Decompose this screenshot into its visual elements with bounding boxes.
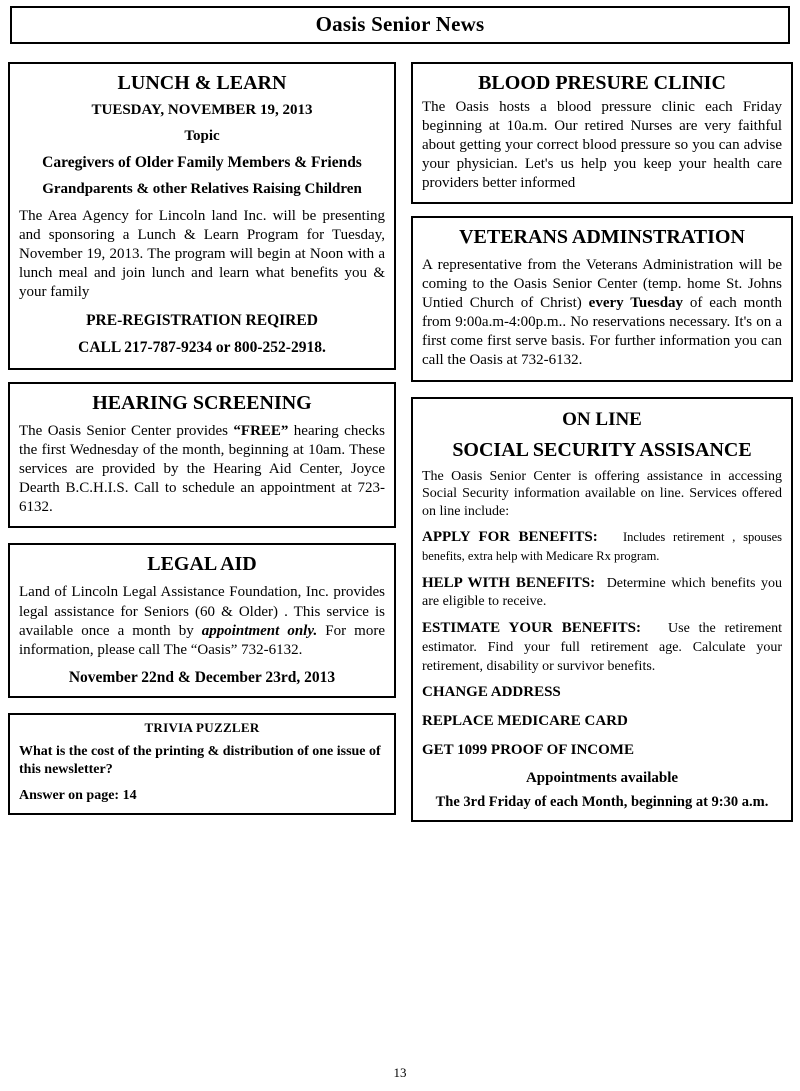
social-security-item-label: ESTIMATE YOUR BENEFITS:	[422, 620, 641, 637]
lunch-learn-date: TUESDAY, NOVEMBER 19, 2013	[91, 102, 313, 118]
section-hearing-screening	[8, 382, 396, 528]
page-number: 13	[393, 1065, 407, 1080]
hearing-body-part2: hearing checks the first Wednesday of the month, beginning at 10am. These services are provided by the Hearing Aid Center, Joyce Dearth B.C.H.I.S. Call to schedule an appointment at 723-6132.	[19, 423, 385, 516]
left-column	[8, 62, 396, 815]
lunch-learn-topic-line1: Caregivers of Older Family Members & Friends	[42, 154, 362, 171]
hearing-body	[19, 422, 385, 517]
veterans-body-emphasis: every Tuesday	[588, 295, 684, 312]
blood-pressure-body: The Oasis hosts a blood pressure clinic each Friday beginning at 10a.m. Our retired Nurses are very faithful about getting your correct blood pressure so you can advise your physician. Let's us help you keep your health care providers better informed	[422, 99, 782, 192]
veterans-body	[422, 256, 782, 370]
social-security-item-label: GET 1099 PROOF OF INCOME	[422, 741, 634, 758]
legal-aid-body-part2: For more information, please call The “Oasis” 732-6132.	[19, 622, 385, 658]
page-header	[10, 6, 790, 44]
lunch-learn-body: The Area Agency for Lincoln land Inc. will be presenting and sponsoring a Lunch & Learn Program for Tuesday, November 19, 2013. The program will begin at Noon with a lunch meal and join lunch and learn what benefits you & your family	[19, 208, 385, 301]
page-title: Oasis Senior News	[315, 12, 485, 36]
social-security-schedule-line: The 3rd Friday of each Month, beginning at 9:30 a.m.	[435, 793, 769, 810]
social-security-item-text: Use the retirement estimator. Find your full retirement age. Calculate your retirement, disability or survivor benefits.	[422, 621, 782, 674]
section-veterans-administration	[411, 216, 793, 381]
legal-aid-body	[19, 583, 385, 659]
legal-aid-dates: November 22nd & December 23rd, 2013	[68, 668, 336, 686]
lunch-learn-call-line: CALL 217-787-9234 or 800-252-2918.	[78, 339, 326, 357]
social-security-item-label: APPLY FOR BENEFITS:	[422, 529, 598, 546]
legal-aid-body-emphasis: appointment only.	[201, 622, 318, 639]
section-trivia-puzzler	[8, 713, 396, 815]
section-social-security-assistance	[411, 397, 793, 822]
social-security-item-text: Determine which benefits you are eligible to receive.	[422, 575, 782, 610]
social-security-item-apply	[422, 528, 782, 566]
social-security-item-replace-medicare	[422, 712, 782, 731]
section-lunch-and-learn	[8, 62, 396, 370]
lunch-learn-topic-line2: Grandparents & other Relatives Raising Children	[42, 181, 362, 197]
social-security-item-text: Includes retirement , spouses benefits, extra help with Medicare Rx program.	[422, 530, 782, 563]
social-security-item-help	[422, 574, 782, 612]
hearing-title: HEARING SCREENING	[92, 392, 312, 415]
social-security-item-label: REPLACE MEDICARE CARD	[422, 713, 628, 730]
hearing-body-emphasis: “FREE”	[233, 423, 289, 440]
lunch-learn-title: LUNCH & LEARN	[117, 72, 287, 94]
veterans-title: VETERANS ADMINSTRATION	[459, 226, 745, 249]
section-blood-pressure-clinic	[411, 62, 793, 204]
trivia-answer-line: Answer on page: 14	[19, 788, 137, 804]
lunch-learn-topic-label: Topic	[184, 128, 220, 144]
social-security-item-label: CHANGE ADDRESS	[422, 684, 561, 701]
social-security-item-label: HELP WITH BENEFITS:	[422, 574, 596, 591]
social-security-item-estimate	[422, 619, 782, 675]
trivia-title: TRIVIA PUZZLER	[144, 719, 260, 735]
hearing-body-part1: The Oasis Senior Center provides	[19, 423, 234, 440]
legal-aid-title: LEGAL AID	[147, 553, 257, 576]
blood-pressure-title: BLOOD PRESURE CLINIC	[478, 72, 726, 94]
veterans-body-part1: A representative from the Veterans Administration will be coming to the Oasis Senior Center (temp. home St. Johns Untied Church of Christ)	[422, 257, 782, 312]
veterans-body-part2: of each month from 9:00a.m-4:00p.m.. No reservations necessary. It's on a first come first serve basis. For further information you can call the Oasis at 732-6132.	[422, 295, 782, 369]
content-columns	[0, 44, 800, 822]
social-security-appointments-line: Appointments available	[525, 769, 679, 786]
social-security-title-line1: ON LINE	[562, 408, 642, 430]
section-legal-aid	[8, 543, 396, 697]
right-column	[411, 62, 793, 822]
social-security-item-change-address	[422, 683, 782, 702]
legal-aid-body-part1: Land of Lincoln Legal Assistance Foundation, Inc. provides legal assistance for Seniors (60 & Older) . This service is available once a month by	[19, 584, 385, 639]
lunch-learn-preregistration: PRE-REGISTRATION REQIRED	[86, 312, 318, 330]
social-security-title-line2: SOCIAL SECURITY ASSISANCE	[452, 438, 752, 461]
social-security-item-1099-proof	[422, 741, 782, 760]
social-security-intro: The Oasis Senior Center is offering assistance in accessing Social Security information available on line. Services offered on line include:	[422, 468, 782, 520]
trivia-question: What is the cost of the printing & distribution of one issue of this newsletter?	[19, 743, 381, 777]
